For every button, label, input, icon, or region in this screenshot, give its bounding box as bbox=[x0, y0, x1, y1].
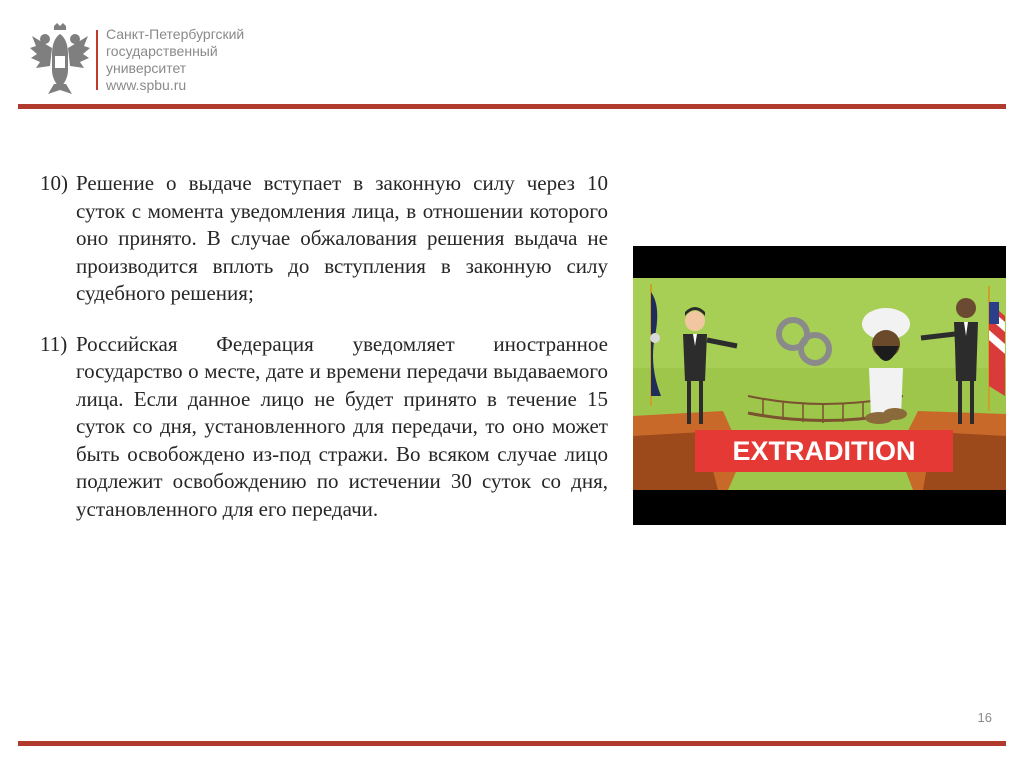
paragraph-text: Российская Федерация уведомляет иностранное государство о месте, дате и времени передачи выдаваемого лица. Если данное лицо не будет принято в течение 15 суток со дня, установленного для передачи, то оно может быть освобождено из-под стражи. Во всяком случае лицо подлежит освобождению по истечении 30 суток со дня, установленного для его передачи. bbox=[76, 331, 608, 521]
extradition-illustration bbox=[633, 246, 1006, 525]
paragraph-10 bbox=[40, 170, 608, 308]
top-rule bbox=[18, 104, 1006, 109]
university-name-line-2: государственный bbox=[106, 43, 218, 59]
university-name-line-1: Санкт-Петербургский bbox=[106, 26, 245, 42]
slide-body bbox=[40, 170, 608, 546]
paragraph-text: Решение о выдаче вступает в законную силу через 10 суток с момента уведомления лица, в отношении которого оно принято. В случае обжалования решения выдача не производится вплоть до вступления в законную силу судебного решения; bbox=[76, 171, 608, 305]
paragraph-11 bbox=[40, 331, 608, 524]
paragraph-number: 11) bbox=[40, 331, 68, 356]
slide-number: 16 bbox=[977, 710, 992, 725]
extradition-banner-text: EXTRADITION bbox=[732, 436, 916, 466]
university-name-line-3: университет bbox=[106, 60, 187, 76]
paragraph-number: 10) bbox=[40, 171, 68, 195]
bottom-rule bbox=[18, 741, 1006, 746]
university-emblem bbox=[28, 22, 92, 96]
header-divider bbox=[96, 30, 98, 90]
university-website: www.spbu.ru bbox=[106, 77, 187, 93]
university-name bbox=[106, 26, 244, 94]
